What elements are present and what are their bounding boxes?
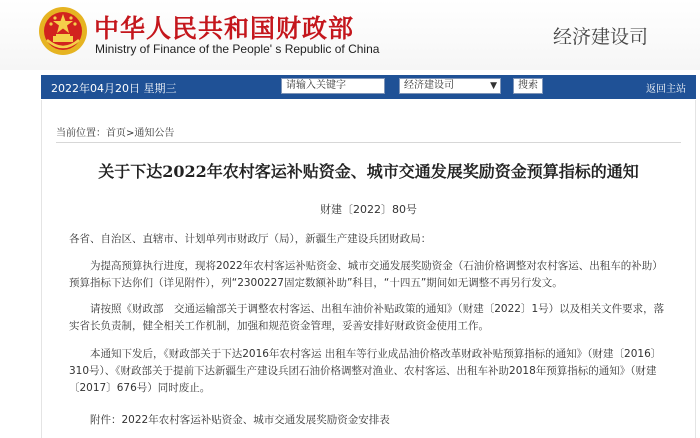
chevron-down-icon: ▼ [490,81,497,91]
current-date: 2022年04月20日 星期三 [51,82,177,95]
divider [56,142,681,143]
national-emblem-icon [38,6,88,56]
search-input[interactable]: 请输入关键字 [281,78,385,94]
back-to-main-link[interactable]: 返回主站 [646,84,686,95]
breadcrumb [56,124,174,139]
breadcrumb-separator: > [126,128,135,139]
department-select-value: 经济建设司 [404,80,454,91]
document-number: 财建〔2022〕80号 [320,203,417,216]
article-title: 关于下达2022年农村客运补贴资金、城市交通发展奖励资金预算指标的通知 [98,162,639,181]
article-attachment[interactable]: 附件：2022年农村客运补贴资金、城市交通发展奖励资金安排表 [90,414,390,426]
article-paragraph-3: 本通知下发后，《财政部关于下达2016年农村客运 出租车等行业成品油价格改革财政补贴预算指标的通知》（财建〔2016〕310号）、《财政部关于提前下达新疆生产建设兵团石油价格调整对渔业、农村客运、出租车补助2018年预算指标的通知》（财建〔2017〕676号）同时废止。 [69,348,662,394]
search-button[interactable]: 搜索 [513,78,543,94]
section-name[interactable]: 经济建设司 [552,26,648,48]
department-select[interactable] [399,78,501,94]
site-title[interactable]: 中华人民共和国财政部 [94,14,355,43]
article-paragraph-2: 请按照《财政部 交通运输部关于调整农村客运、出租车油价补贴政策的通知》（财建〔2022〕1号）以及相关文件要求，落实省长负责制，健全相关工作机制，加强和规范资金管理，妥善安排好财政资金使用工作。 [69,303,665,332]
breadcrumb-prefix: 当前位置： [56,128,106,139]
article-recipients: 各省、自治区、直辖市、计划单列市财政厅（局），新疆生产建设兵团财政局： [69,233,432,245]
breadcrumb-current-link[interactable]: 通知公告 [134,128,175,139]
article-paragraph-1: 为提高预算执行进度，现将2022年农村客运补贴资金、城市交通发展奖励资金（石油价格调整对农村客运、出租车的补助）预算指标下达你们（详见附件），列“2300227固定数额补助”科目，“十四五”期间如无调整不再另行发文。 [69,260,663,289]
toolbar [41,75,696,99]
site-header [0,0,700,70]
site-title-en: Ministry of Finance of the People' s Republic of China [95,42,380,56]
breadcrumb-home-link[interactable]: 首页 [106,128,126,139]
main-content [41,100,696,438]
